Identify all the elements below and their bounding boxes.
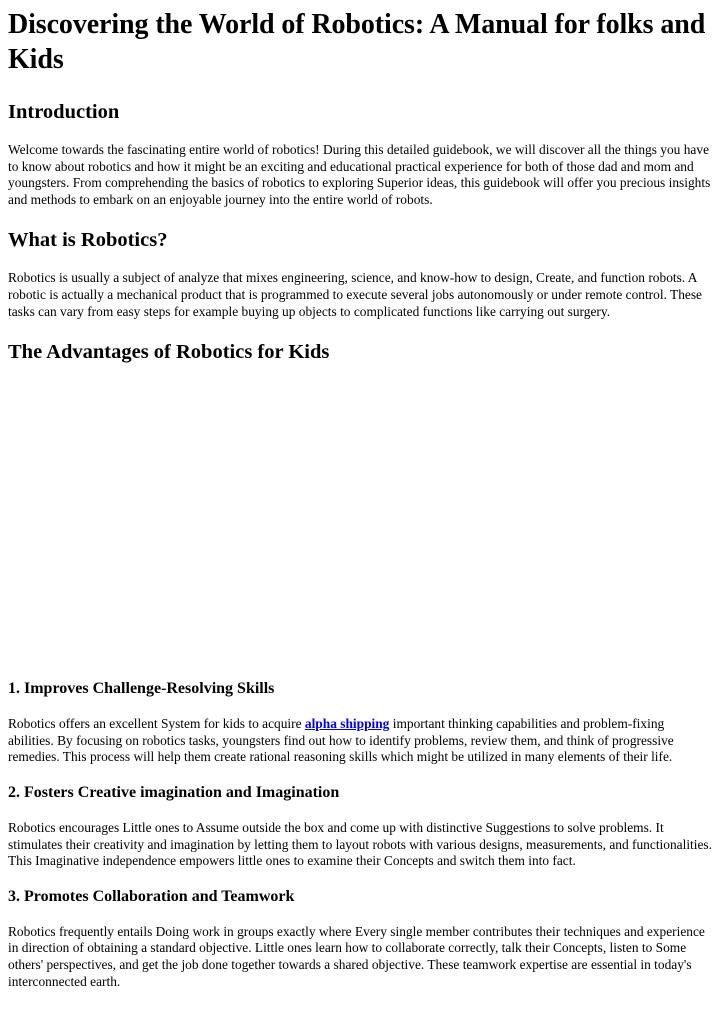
article [0, 7, 720, 990]
section-heading-what-is-robotics: What is Robotics? [8, 229, 168, 252]
blank-media-area [8, 365, 712, 679]
section-body-collaboration: Robotics frequently entails Doing work in groups exactly where Every single member contributes their techniques and experience in direction of obtaining a standard objective. Little ones learn how to collaborate correctly, talk their Concepts, listen to Some others' perspectives, and get the job done together towards a shared objective. These teamwork expertise are essential in today's interconnected earth. [8, 923, 705, 989]
body-text-before-link: Robotics offers an excellent System for kids to acquire [8, 716, 305, 732]
section-body-introduction: Welcome towards the fascinating entire world of robotics! During this detailed guidebook, we will discover all the things you have to know about robotics and how it might be an exciting and educational practical experience for both of those dad and mom and youngsters. From comprehending the basics of robotics to exploring Superior ideas, this guidebook will offer you precious insights and methods to embark on an enjoyable journey into the entire world of robots. [8, 142, 711, 207]
section-heading-advantages: The Advantages of Robotics for Kids [8, 341, 330, 364]
alpha-shipping-link[interactable]: alpha shipping [304, 716, 390, 732]
body-text-after-link: important thinking capabilities and problem-fixing abilities. By focusing on robotics tasks, youngsters find out how to identify problems, review them, and think of progressive remedies. This process will help them create rational reasoning skills which might be utilized in many elements of their life. [8, 716, 674, 765]
section-heading-creativity: 2. Fosters Creative imagination and Imagination [8, 783, 340, 801]
section-body-what-is-robotics: Robotics is usually a subject of analyze that mixes engineering, science, and know-how to design, Create, and function robots. A robotic is actually a mechanical product that is programmed to execute several jobs autonomously or under remote control. These tasks can vary from easy steps for example buying up objects to complicated functions like carrying out surgery. [8, 270, 702, 319]
section-heading-introduction: Introduction [8, 101, 120, 123]
section-heading-problem-solving: 1. Improves Challenge-Resolving Skills [8, 680, 275, 698]
section-body-problem-solving [8, 716, 712, 766]
section-body-creativity: Robotics encourages Little ones to Assume outside the box and come up with distinctive Suggestions to solve problems. It stimulates their creativity and imagination by letting them to layout robots with various designs, measurements, and functionalities. This Imaginative independence empowers little ones to examine their Concepts and switch them into fact. [8, 819, 712, 869]
section-heading-collaboration: 3. Promotes Collaboration and Teamwork [8, 887, 295, 905]
page-title: Discovering the World of Robotics: A Manual for folks and Kids [8, 9, 706, 75]
